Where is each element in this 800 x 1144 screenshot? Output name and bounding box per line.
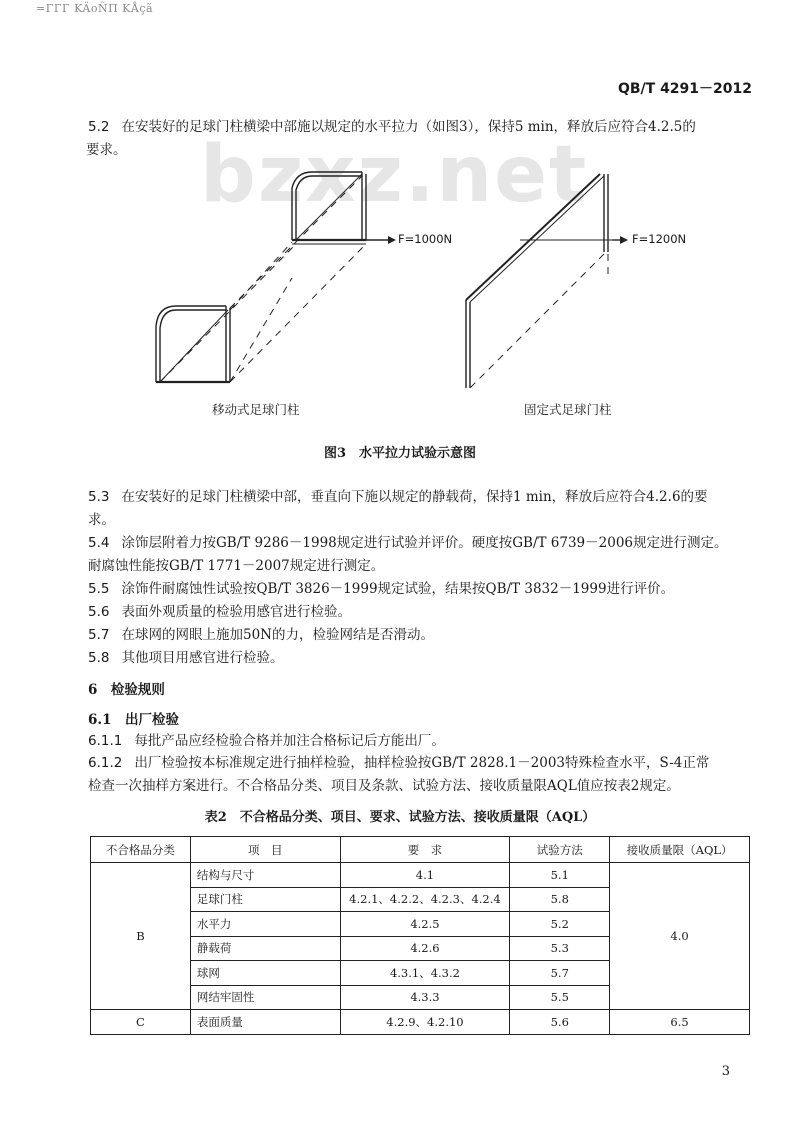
method-cell: 5.8: [510, 887, 610, 912]
group-c-cell: C: [91, 1010, 191, 1035]
para-text: 检查一次抽样方案进行。不合格品分类、项目及条款、试验方法、接收质量限AQL值应按表2规定。: [88, 778, 680, 794]
group-b-cell: B: [91, 863, 191, 1010]
item-cell: 网结牢固性: [190, 985, 340, 1010]
item-cell: 结构与尺寸: [190, 863, 340, 888]
table-header-cell: 要 求: [340, 837, 510, 863]
item-cell: 水平力: [190, 912, 340, 937]
table-caption: 表2 不合格品分类、项目、要求、试验方法、接收质量限（AQL）: [204, 810, 596, 825]
standard-code: QB/T 4291－2012: [617, 81, 752, 97]
para-text: 出厂检验按本标准规定进行抽样检验，抽样检验按GB/T 2828.1－2003特殊检查水平，S-4正常: [134, 755, 710, 771]
para-number: 5.5: [88, 581, 110, 597]
para-number: 5.2: [88, 119, 110, 135]
para-text: 在安装好的足球门柱横梁中部施以规定的水平拉力（如图3），保持5 min，释放后应符合4.2.5的: [121, 119, 696, 135]
para-text: 求。: [88, 512, 115, 528]
para-5-7: [88, 624, 748, 647]
table-header-cell: 接收质量限（AQL）: [610, 837, 750, 863]
requirement-cell: 4.2.6: [340, 936, 510, 961]
para-number: 5.4: [88, 535, 110, 551]
group-c-aql-cell: 6.5: [610, 1010, 750, 1035]
para-number: 5.7: [88, 627, 110, 643]
section-6-title: 6 检验规则: [88, 682, 165, 698]
mobile-goal-drawing: [156, 172, 396, 382]
defect-classification-table: [90, 836, 750, 1035]
para-text: 要求。: [86, 142, 127, 158]
para-number: 6.1.2: [88, 755, 123, 771]
method-cell: 5.2: [510, 912, 610, 937]
page-number: 3: [721, 1064, 730, 1079]
requirement-cell: 4.1: [340, 863, 510, 888]
para-text: 在安装好的足球门柱横梁中部，垂直向下施以规定的静载荷，保持1 min，释放后应符合4.2.6的要: [121, 489, 708, 505]
force-label-mobile: F=1000N: [398, 232, 453, 246]
para-text: 在球网的网眼上施加50N的力，检验网结是否滑动。: [121, 627, 434, 643]
requirement-cell: 4.3.3: [340, 985, 510, 1010]
para-5-4: [88, 532, 748, 578]
section-6-1-title: 6.1 出厂检验: [88, 712, 179, 728]
table-header-cell: 项 目: [190, 837, 340, 863]
para-5-8: [88, 647, 748, 670]
label-fixed-goal: 固定式足球门柱: [524, 402, 612, 417]
method-cell: 5.6: [510, 1010, 610, 1035]
table-header-cell: 试验方法: [510, 837, 610, 863]
group-b-aql-cell: 4.0: [610, 863, 750, 1010]
item-cell: 表面质量: [190, 1010, 340, 1035]
requirement-cell: 4.2.5: [340, 912, 510, 937]
para-6-1-1: [88, 730, 748, 753]
table-row: [91, 1010, 750, 1035]
fixed-goal-drawing: [466, 174, 628, 388]
para-6-1-2: [88, 752, 748, 798]
force-label-fixed: F=1200N: [632, 232, 687, 246]
para-5-6: [88, 601, 748, 624]
scan-header-artifact: =ΓΓΓ KÄoÑΠ KÅçã: [36, 2, 154, 15]
para-text: 每批产品应经检验合格并加注合格标记后方能出厂。: [134, 733, 445, 749]
requirement-cell: 4.3.1、4.3.2: [340, 961, 510, 986]
method-cell: 5.1: [510, 863, 610, 888]
method-cell: 5.5: [510, 985, 610, 1010]
para-number: 5.3: [88, 489, 110, 505]
method-cell: 5.3: [510, 936, 610, 961]
table-row: [91, 863, 750, 888]
para-number: 6.1.1: [88, 733, 123, 749]
item-cell: 静载荷: [190, 936, 340, 961]
para-number: 5.8: [88, 650, 110, 666]
requirement-cell: 4.2.1、4.2.2、4.2.3、4.2.4: [340, 887, 510, 912]
para-5-3: [88, 486, 748, 532]
para-text: 耐腐蚀性能按GB/T 1771－2007规定进行测定。: [88, 558, 385, 574]
method-cell: 5.7: [510, 961, 610, 986]
para-text: 表面外观质量的检验用感官进行检验。: [121, 604, 351, 620]
figure-caption: 图3 水平拉力试验示意图: [323, 446, 477, 461]
para-text: 其他项目用感官进行检验。: [121, 650, 284, 666]
para-5-5: [88, 578, 748, 601]
para-text: 涂饰层附着力按GB/T 9286－1998规定进行试验并评价。硬度按GB/T 6739－2006规定进行测定。: [121, 535, 728, 551]
para-text: 涂饰件耐腐蚀性试验按QB/T 3826－1999规定试验，结果按QB/T 3832－1999进行评价。: [121, 581, 675, 597]
table-header-row: [91, 837, 750, 863]
item-cell: 足球门柱: [190, 887, 340, 912]
item-cell: 球网: [190, 961, 340, 986]
figure-3-diagram: [0, 160, 800, 420]
watermark: bzxz.net: [200, 130, 589, 220]
table-header-cell: 不合格品分类: [91, 837, 191, 863]
para-number: 5.6: [88, 604, 110, 620]
label-mobile-goal: 移动式足球门柱: [212, 402, 300, 417]
requirement-cell: 4.2.9、4.2.10: [340, 1010, 510, 1035]
